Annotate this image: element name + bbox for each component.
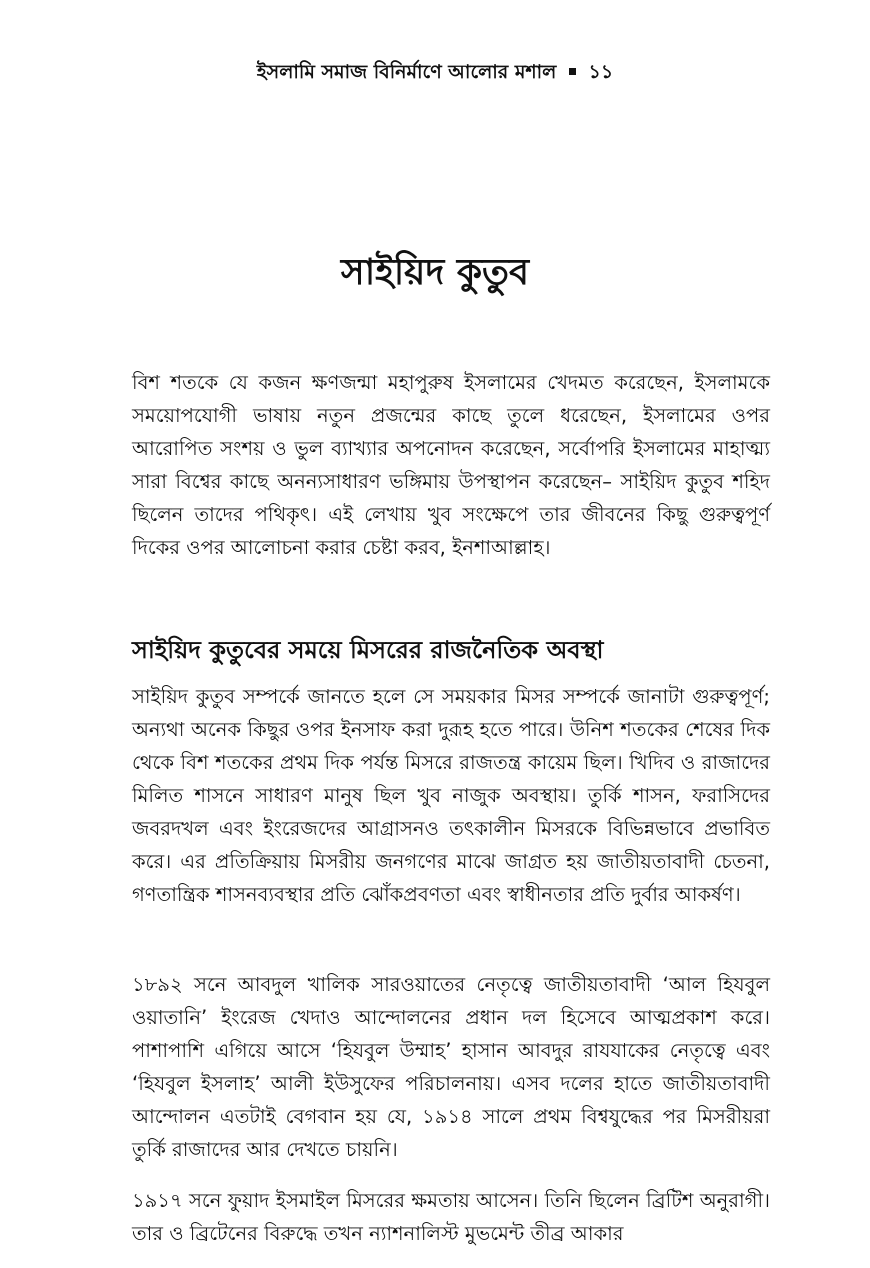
square-bullet-icon [569, 68, 576, 75]
section-heading: সাইয়িদ কুতুবের সময়ে মিসরের রাজনৈতিক অবস্থা [132, 636, 604, 664]
chapter-title: সাইয়িদ কুতুব [340, 252, 530, 293]
section-paragraph-2 [132, 968, 770, 1166]
paragraph-text: ১৯১৭ সনে ফুয়াদ ইসমাইল মিসরের ক্ষমতায় আসেন। তিনি ছিলেন ব্রিটিশ অনুরাগী। তার ও ব্রিটেনের বিরুদ্ধে তখন ন্যাশনালিস্ট মুভমেন্ট তীব্র আকার [132, 1189, 770, 1245]
running-title: ইসলামি সমাজ বিনির্মাণে আলোর মশাল [256, 61, 557, 83]
intro-block [132, 366, 770, 564]
intro-paragraph: বিশ শতকে যে কজন ক্ষণজন্মা মহাপুরুষ ইসলামের খেদমত করেছেন, ইসলামকে সময়োপযোগী ভাষায় নতুন প্রজন্মের কাছে তুলে ধরেছেন, ইসলামের ওপর আরোপিত সংশয় ও ভুল ব্যাখ্যার অপনোদন করেছেন, সর্বোপরি ইসলামের মাহাত্ম্য সারা বিশ্বের কাছে অনন্যসাধারণ ভঙ্গিমায় উপস্থাপন করেছেন– সাইয়িদ কুতুব শহিদ ছিলেন তাদের পথিকৃৎ। এই লেখায় খুব সংক্ষেপে তার জীবনের কিছু গুরুত্বপূর্ণ দিকের ওপর আলোচনা করার চেষ্টা করব, ইনশাআল্লাহ। [132, 371, 770, 559]
paragraph-text: সাইয়িদ কুতুব সম্পর্কে জানতে হলে সে সময়কার মিসর সম্পর্কে জানাটা গুরুত্বপূর্ণ; অন্যথা অনেক কিছুর ওপর ইনসাফ করা দুরূহ হতে পারে। উনিশ শতকের শেষের দিক থেকে বিশ শতকের প্রথম দিক পর্যন্ত মিসরে রাজতন্ত্র কায়েম ছিল। খিদিব ও রাজাদের মিলিত শাসনে সাধারণ মানুষ ছিল খুব নাজুক অবস্থায়। তুর্কি শাসন, ফরাসিদের জবরদখল এবং ইংরেজদের আগ্রাসনও তৎকালীন মিসরকে বিভিন্নভাবে প্রভাবিত করে। এর প্রতিক্রিয়ায় মিসরীয় জনগণের মাঝে জাগ্রত হয় জাতীয়তাবাদী চেতনা, গণতান্ত্রিক শাসনব্যবস্থার প্রতি ঝোঁকপ্রবণতা এবং স্বাধীনতার প্রতি দুর্বার আকর্ষণ। [132, 685, 770, 906]
section-paragraph-3 [132, 1184, 770, 1250]
paragraph-text: ১৮৯২ সনে আবদুল খালিক সারওয়াতের নেতৃত্বে জাতীয়তাবাদী ‘আল হিযবুল ওয়াতানি’ ইংরেজ খেদাও আন্দোলনের প্রধান দল হিসেবে আত্মপ্রকাশ করে। পাশাপাশি এগিয়ে আসে ‘হিযবুল উম্মাহ’ হাসান আবদুর রাযযাকের নেতৃত্বে এবং ‘হিযবুল ইসলাহ’ আলী ইউসুফের পরিচালনায়। এসব দলের হাতে জাতীয়তাবাদী আন্দোলন এতটাই বেগবান হয় যে, ১৯১৪ সালে প্রথম বিশ্বযুদ্ধের পর মিসরীয়রা তুর্কি রাজাদের আর দেখতে চায়নি। [132, 973, 770, 1161]
page-number: ১১ [588, 61, 614, 83]
section-paragraph-1 [132, 680, 770, 911]
running-header [0, 58, 870, 86]
